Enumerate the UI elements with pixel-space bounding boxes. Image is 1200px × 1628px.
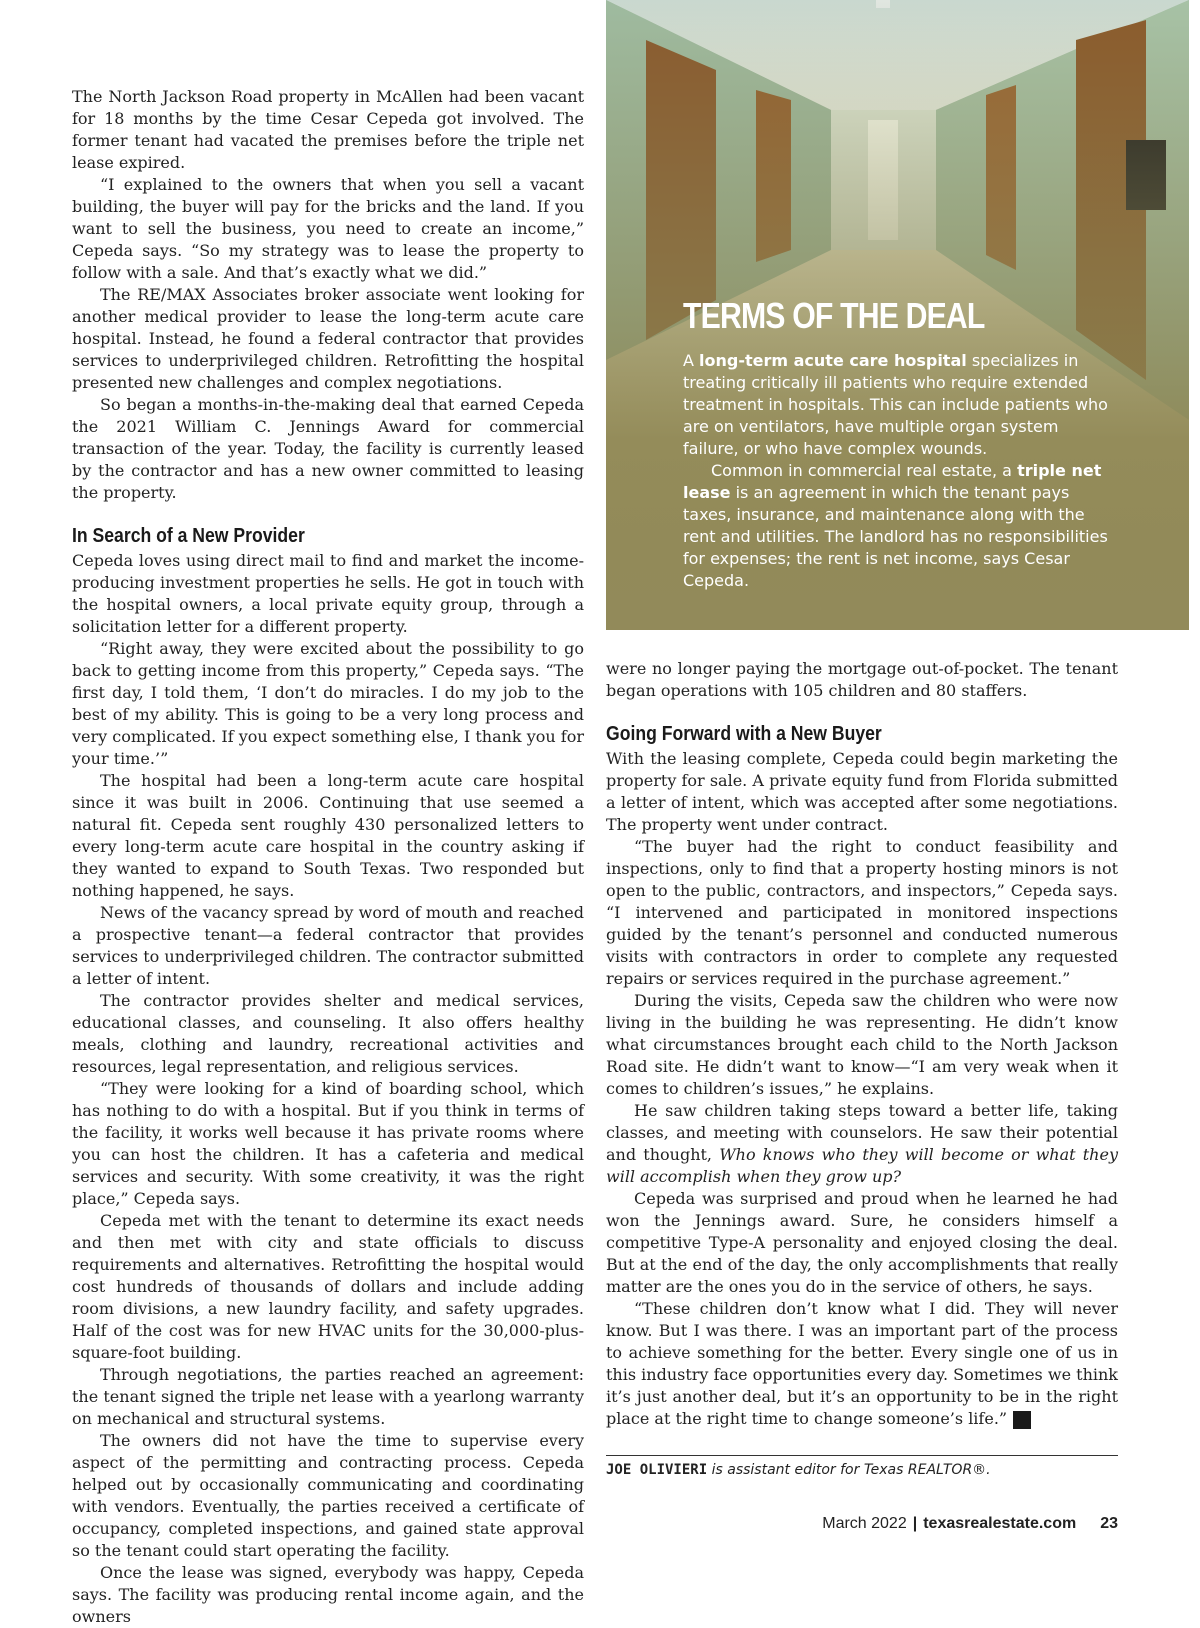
paragraph: “They were looking for a kind of boarding school, which has nothing to do with a hospital. But if you think in terms of the facility, it works well because it has private rooms where you can host the children. It has a cafeteria and medical services and security. With some creativity, it was the right place,” Cepeda says. (72, 1079, 584, 1208)
paragraph: Through negotiations, the parties reached an agreement: the tenant signed the triple net lease with a yearlong warranty on mechanical and structural systems. (72, 1365, 584, 1428)
paragraph: The RE/MAX Associates broker associate went looking for another medical provider to lease the long-term acute care hospital. Instead, he found a federal contractor that provides services to underprivileged children. Retrofitting the hospital presented new challenges and complex negotiations. (72, 285, 584, 392)
paragraph: Cepeda was surprised and proud when he learned he had won the Jennings award. Sure, he considers himself a competitive Type-A personality and enjoyed closing the deal. But at the end of the day, the only accomplishments that really matter are the ones you do in the service of others, he says. (606, 1189, 1118, 1296)
italic-thought: Who knows who they will become or what they will accomplish when they grow up? (606, 1145, 1118, 1186)
author-name: JOE OLIVIERI (606, 1462, 708, 1478)
paragraph: The owners did not have the time to supervise every aspect of the permitting and contracting process. Cepeda helped out by occasionally communicating and coordinating with vendors. Eventually, the parties received a certificate of occupancy, completed inspections, and gained state approval so the tenant could start operating the facility. (72, 1431, 584, 1560)
author-role: is assistant editor for Texas REALTOR®. (707, 1462, 991, 1478)
term-triple-net-lease: triple net lease (683, 461, 1102, 502)
paragraph: “I explained to the owners that when you sell a vacant building, the buyer will pay for the bricks and the land. If you want to sell the business, you need to create an income,” Cepeda says. “So my strategy was to lease the property to follow with a sale. And that’s exactly what we did.” (72, 175, 584, 282)
paragraph: During the visits, Cepeda saw the children who were now living in the building he was representing. He didn’t know what circumstances brought each child to the North Jackson Road site. He didn’t want to know—“I am very weak when it comes to children’s issues,” he explains. (606, 991, 1118, 1098)
page-footer (822, 1515, 1118, 1533)
left-column (72, 86, 584, 1628)
paragraph: So began a months-in-the-making deal that earned Cepeda the 2021 William C. Jennings Award for commercial transaction of the year. Today, the facility is currently leased by the contractor and has a new owner committed to leasing the property. (72, 395, 584, 502)
paragraph: The North Jackson Road property in McAllen had been vacant for 18 months by the time Cesar Cepeda got involved. The former tenant had vacated the premises before the triple net lease expired. (72, 87, 584, 172)
paragraph: News of the vacancy spread by word of mouth and reached a prospective tenant—a federal contractor that provides services to underprivileged children. The contractor submitted a letter of intent. (72, 903, 584, 988)
site-url: texasrealestate.com (923, 1515, 1077, 1532)
paragraph: With the leasing complete, Cepeda could begin marketing the property for sale. A private equity fund from Florida submitted a letter of intent, which was accepted after some negotiations. The property went under contract. (606, 749, 1118, 834)
sidebar-title: TERMS OF THE DEAL (683, 295, 985, 336)
paragraph: “These children don’t know what I did. They will never know. But I was there. I was an important part of the process to achieve something for the better. Every single one of us in this industry face opportunities every day. Sometimes we think it’s just another deal, but it’s an opportunity to be in the right place at the right time to change someone’s life.” ★ (606, 1299, 1118, 1428)
issue-date: March 2022 (822, 1515, 907, 1532)
author-byline (606, 1455, 1118, 1479)
terms-of-the-deal-sidebar (683, 296, 1119, 592)
paragraph: Cepeda met with the tenant to determine its exact needs and then met with city and state officials to discuss requirements and alternatives. Retrofitting the hospital would cost hundreds of thousands of dollars and include adding room divisions, a new laundry facility, and safety upgrades. Half of the cost was for new HVAC units for the 30,000-plus-square-foot building. (72, 1211, 584, 1362)
paragraph: Once the lease was signed, everybody was happy, Cepeda says. The facility was producing rental income again, and the owners (72, 1563, 584, 1626)
sidebar-paragraph-triple-net: Common in commercial real estate, a triple net lease is an agreement in which the tenant pays taxes, insurance, and maintenance along with the rent and utilities. The landlord has no responsibilities for expenses; the rent is net income, says Cesar Cepeda. (683, 461, 1108, 590)
paragraph: Cepeda loves using direct mail to find and market the income-producing investment properties he sells. He got in touch with the hospital owners, a local private equity group, through a solicitation letter for a different property. (72, 551, 584, 636)
page-number: 23 (1100, 1515, 1118, 1532)
term-ltach: long-term acute care hospital (699, 351, 967, 370)
paragraph: “The buyer had the right to conduct feasibility and inspections, only to find that a property hosting minors is not open to the public, contractors, and inspectors,” Cepeda says. “I intervened and participated in monitored inspections guided by the tenant’s personnel and conducted numerous visits with contractors in order to complete any requested repairs or services required in the purchase agreement.” (606, 837, 1118, 988)
section-heading-new-provider: In Search of a New Provider (72, 525, 305, 547)
paragraph: He saw children taking steps toward a better life, taking classes, and meeting with counselors. He saw their potential and thought, Who knows who they will become or what they will accomplish when they grow up? (606, 1101, 1118, 1186)
paragraph: The hospital had been a long-term acute care hospital since it was built in 2006. Continuing that use seemed a natural fit. Cepeda sent roughly 430 personalized letters to every long-term acute care hospital in the country asking if they wanted to expand to South Texas. Two responded but nothing happened, he says. (72, 771, 584, 900)
sidebar-paragraph-ltach: A long-term acute care hospital specializes in treating critically ill patients who require extended treatment in hospitals. This can include patients who are on ventilators, have multiple organ system failure, or who have complex wounds. (683, 351, 1108, 458)
paragraph: “Right away, they were excited about the possibility to go back to getting income from this property,” Cepeda says. “The first day, I told them, ‘I don’t do miracles. I do my job to the best of my ability. This is going to be a very long process and very complicated. If you expect something else, I thank you for your time.’” (72, 639, 584, 768)
right-column (606, 658, 1118, 1430)
footer-separator: | (912, 1515, 918, 1532)
paragraph: The contractor provides shelter and medical services, educational classes, and counseling. It also offers healthy meals, clothing and laundry, recreational activities and resources, legal representation, and religious services. (72, 991, 584, 1076)
paragraph: were no longer paying the mortgage out-of-pocket. The tenant began operations with 105 children and 80 staffers. (606, 659, 1118, 700)
section-heading-new-buyer: Going Forward with a New Buyer (606, 723, 882, 745)
end-mark-star-icon: ★ (1013, 1411, 1031, 1429)
